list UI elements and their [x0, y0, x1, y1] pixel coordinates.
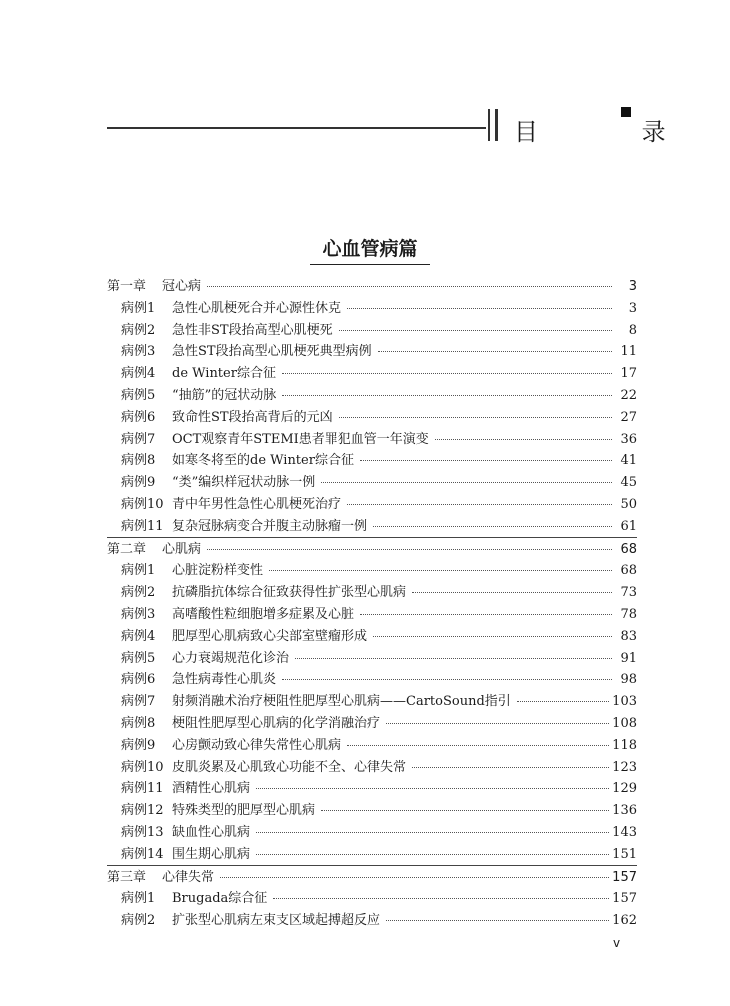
dot-leader [517, 701, 609, 702]
page-ref: 143 [612, 824, 637, 840]
case-number: 病例9 [121, 475, 156, 491]
toc-case-row[interactable] [107, 668, 637, 690]
case-title: 心房颤动致心律失常性心肌病 [172, 737, 342, 753]
case-title: 围生期心肌病 [172, 846, 251, 862]
dot-leader [282, 373, 612, 374]
dot-leader [321, 810, 609, 811]
toc-case-row[interactable] [107, 821, 637, 843]
case-number: 病例2 [121, 322, 156, 338]
page-ref: 103 [612, 694, 637, 710]
dot-leader [347, 308, 612, 309]
dot-leader [321, 482, 612, 483]
toc-case-row[interactable] [107, 777, 637, 799]
dot-leader [360, 614, 612, 615]
toc-case-row[interactable] [107, 603, 637, 625]
toc-chapter-row[interactable] [107, 275, 637, 297]
case-number: 病例8 [121, 715, 156, 731]
page-ref: 129 [612, 781, 637, 797]
case-number: 病例1 [121, 891, 156, 907]
case-number: 病例8 [121, 453, 156, 469]
page-title: 目 录 [514, 118, 714, 146]
page-ref: 68 [620, 541, 637, 557]
dot-leader [282, 395, 612, 396]
page-ref: 151 [612, 846, 637, 862]
page-ref: 68 [620, 563, 637, 579]
table-of-contents [107, 275, 637, 931]
page-ref: 8 [628, 322, 637, 338]
case-title: 特殊类型的肥厚型心肌病 [172, 803, 316, 819]
case-number: 病例3 [121, 606, 156, 622]
case-number: 病例5 [121, 650, 156, 666]
dot-leader [207, 549, 612, 550]
case-title: 急性非ST段抬高型心肌梗死 [172, 322, 333, 338]
page-ref: 17 [620, 366, 637, 382]
page-ref: 157 [612, 869, 637, 885]
toc-case-row[interactable] [107, 712, 637, 734]
page-ref: 61 [620, 518, 637, 534]
chapter-number: 第二章 [107, 541, 147, 557]
page-ref: 162 [612, 913, 637, 929]
case-number: 病例4 [121, 366, 156, 382]
page-ref: 73 [620, 585, 637, 601]
page-ref: 41 [620, 453, 637, 469]
case-number: 病例11 [121, 781, 164, 797]
header-bar [488, 109, 490, 141]
case-number: 病例1 [121, 300, 156, 316]
case-title: 致命性ST段抬高背后的元凶 [172, 409, 333, 425]
page-ref: 36 [620, 431, 637, 447]
case-number: 病例6 [121, 409, 156, 425]
toc-case-row[interactable] [107, 734, 637, 756]
case-title: de Winter综合征 [172, 366, 276, 382]
case-title: 梗阻性肥厚型心肌病的化学消融治疗 [172, 715, 381, 731]
dot-leader [412, 767, 609, 768]
toc-case-row[interactable] [107, 515, 637, 537]
dot-leader [347, 745, 609, 746]
page-ref: 45 [620, 475, 637, 491]
dot-leader [207, 286, 612, 287]
case-title: 缺血性心肌病 [172, 824, 251, 840]
dot-leader [386, 723, 609, 724]
case-title: 射频消融术治疗梗阻性肥厚型心肌病——CartoSound指引 [172, 694, 511, 710]
page-ref: 3 [628, 300, 637, 316]
dot-leader [378, 351, 612, 352]
toc-case-row[interactable] [107, 471, 637, 493]
case-title: OCT观察青年STEMI患者罪犯血管一年演变 [172, 431, 429, 447]
dot-leader [269, 570, 612, 571]
toc-case-row[interactable] [107, 362, 637, 384]
toc-case-row[interactable] [107, 581, 637, 603]
case-number: 病例3 [121, 344, 156, 360]
case-title: 心脏淀粉样变性 [172, 563, 264, 579]
page-ref: 27 [620, 409, 637, 425]
case-number: 病例11 [121, 518, 164, 534]
dot-leader [273, 898, 609, 899]
toc-case-row[interactable] [107, 690, 637, 712]
toc-case-row[interactable] [107, 319, 637, 341]
toc-case-row[interactable] [107, 406, 637, 428]
case-title: 扩张型心肌病左束支区域起搏超反应 [172, 913, 381, 929]
toc-case-row[interactable] [107, 297, 637, 319]
case-number: 病例10 [121, 496, 164, 512]
toc-case-row[interactable] [107, 449, 637, 471]
chapter-title: 心肌病 [162, 541, 202, 557]
header-bar [495, 109, 498, 141]
case-title: 肥厚型心肌病致心尖部室壁瘤形成 [172, 628, 368, 644]
header-rule [107, 127, 486, 129]
dot-leader [256, 832, 609, 833]
dot-leader [347, 504, 612, 505]
toc-case-row[interactable] [107, 756, 637, 778]
page-ref: 157 [612, 891, 637, 907]
toc-case-row[interactable] [107, 493, 637, 515]
toc-chapter-row[interactable] [107, 866, 637, 888]
dot-leader [282, 679, 612, 680]
toc-case-row[interactable] [107, 647, 637, 669]
dot-leader [339, 330, 612, 331]
case-number: 病例4 [121, 628, 156, 644]
case-title: 急性ST段抬高型心肌梗死典型病例 [172, 344, 372, 360]
page-ref: 136 [612, 803, 637, 819]
chapter-number: 第三章 [107, 869, 147, 885]
toc-case-row[interactable] [107, 559, 637, 581]
toc-case-row[interactable] [107, 428, 637, 450]
case-title: 如寒冬将至的de Winter综合征 [172, 453, 354, 469]
dot-leader [256, 788, 609, 789]
case-number: 病例6 [121, 672, 156, 688]
corner-square-icon [621, 107, 631, 117]
case-number: 病例2 [121, 913, 156, 929]
section-title: 心血管病篇 [310, 234, 430, 265]
page-ref: 83 [620, 628, 637, 644]
case-number: 病例7 [121, 694, 156, 710]
chapter-number: 第一章 [107, 279, 147, 294]
toc-chapter-row[interactable] [107, 538, 637, 560]
dot-leader [373, 636, 612, 637]
case-title: 青中年男性急性心肌梗死治疗 [172, 496, 342, 512]
page-ref: 91 [620, 650, 637, 666]
page-ref: 11 [620, 344, 637, 360]
case-number: 病例5 [121, 387, 156, 403]
case-number: 病例9 [121, 737, 156, 753]
case-title: 急性心肌梗死合并心源性休克 [172, 300, 342, 316]
case-number: 病例14 [121, 846, 164, 862]
case-title: “类”编织样冠状动脉一例 [172, 475, 316, 491]
case-number: 病例10 [121, 759, 164, 775]
page-ref: 78 [620, 606, 637, 622]
page-ref: 22 [620, 387, 637, 403]
toc-case-row[interactable] [107, 625, 637, 647]
case-title: 急性病毒性心肌炎 [172, 672, 277, 688]
case-title: “抽筋”的冠状动脉 [172, 387, 277, 403]
case-number: 病例7 [121, 431, 156, 447]
dot-leader [412, 592, 612, 593]
case-title: 抗磷脂抗体综合征致获得性扩张型心肌病 [172, 585, 407, 601]
dot-leader [386, 920, 609, 921]
page-ref: 118 [612, 737, 637, 753]
case-number: 病例2 [121, 585, 156, 601]
dot-leader [435, 439, 612, 440]
toc-case-row[interactable] [107, 799, 637, 821]
toc-case-row[interactable] [107, 909, 637, 931]
page-ref: 123 [612, 759, 637, 775]
chapter-title: 心律失常 [162, 869, 215, 885]
page-ref: 3 [628, 279, 637, 294]
case-title: 皮肌炎累及心肌致心功能不全、心律失常 [172, 759, 407, 775]
case-number: 病例1 [121, 563, 156, 579]
dot-leader [339, 417, 612, 418]
case-number: 病例12 [121, 803, 164, 819]
dot-leader [373, 526, 612, 527]
toc-case-row[interactable] [107, 843, 637, 865]
page-ref: 98 [620, 672, 637, 688]
dot-leader [220, 877, 609, 878]
dot-leader [360, 460, 612, 461]
page-ref: 108 [612, 715, 637, 731]
toc-case-row[interactable] [107, 887, 637, 909]
case-title: 酒精性心肌病 [172, 781, 251, 797]
case-title: Brugada综合征 [172, 891, 268, 907]
case-title: 心力衰竭规范化诊治 [172, 650, 290, 666]
chapter-title: 冠心病 [162, 279, 202, 294]
page-number: v [613, 936, 621, 950]
toc-case-row[interactable] [107, 384, 637, 406]
case-number: 病例13 [121, 824, 164, 840]
case-title: 复杂冠脉病变合并腹主动脉瘤一例 [172, 518, 368, 534]
dot-leader [295, 658, 612, 659]
toc-case-row[interactable] [107, 340, 637, 362]
page-ref: 50 [620, 496, 637, 512]
dot-leader [256, 854, 609, 855]
case-title: 高嗜酸性粒细胞增多症累及心脏 [172, 606, 355, 622]
